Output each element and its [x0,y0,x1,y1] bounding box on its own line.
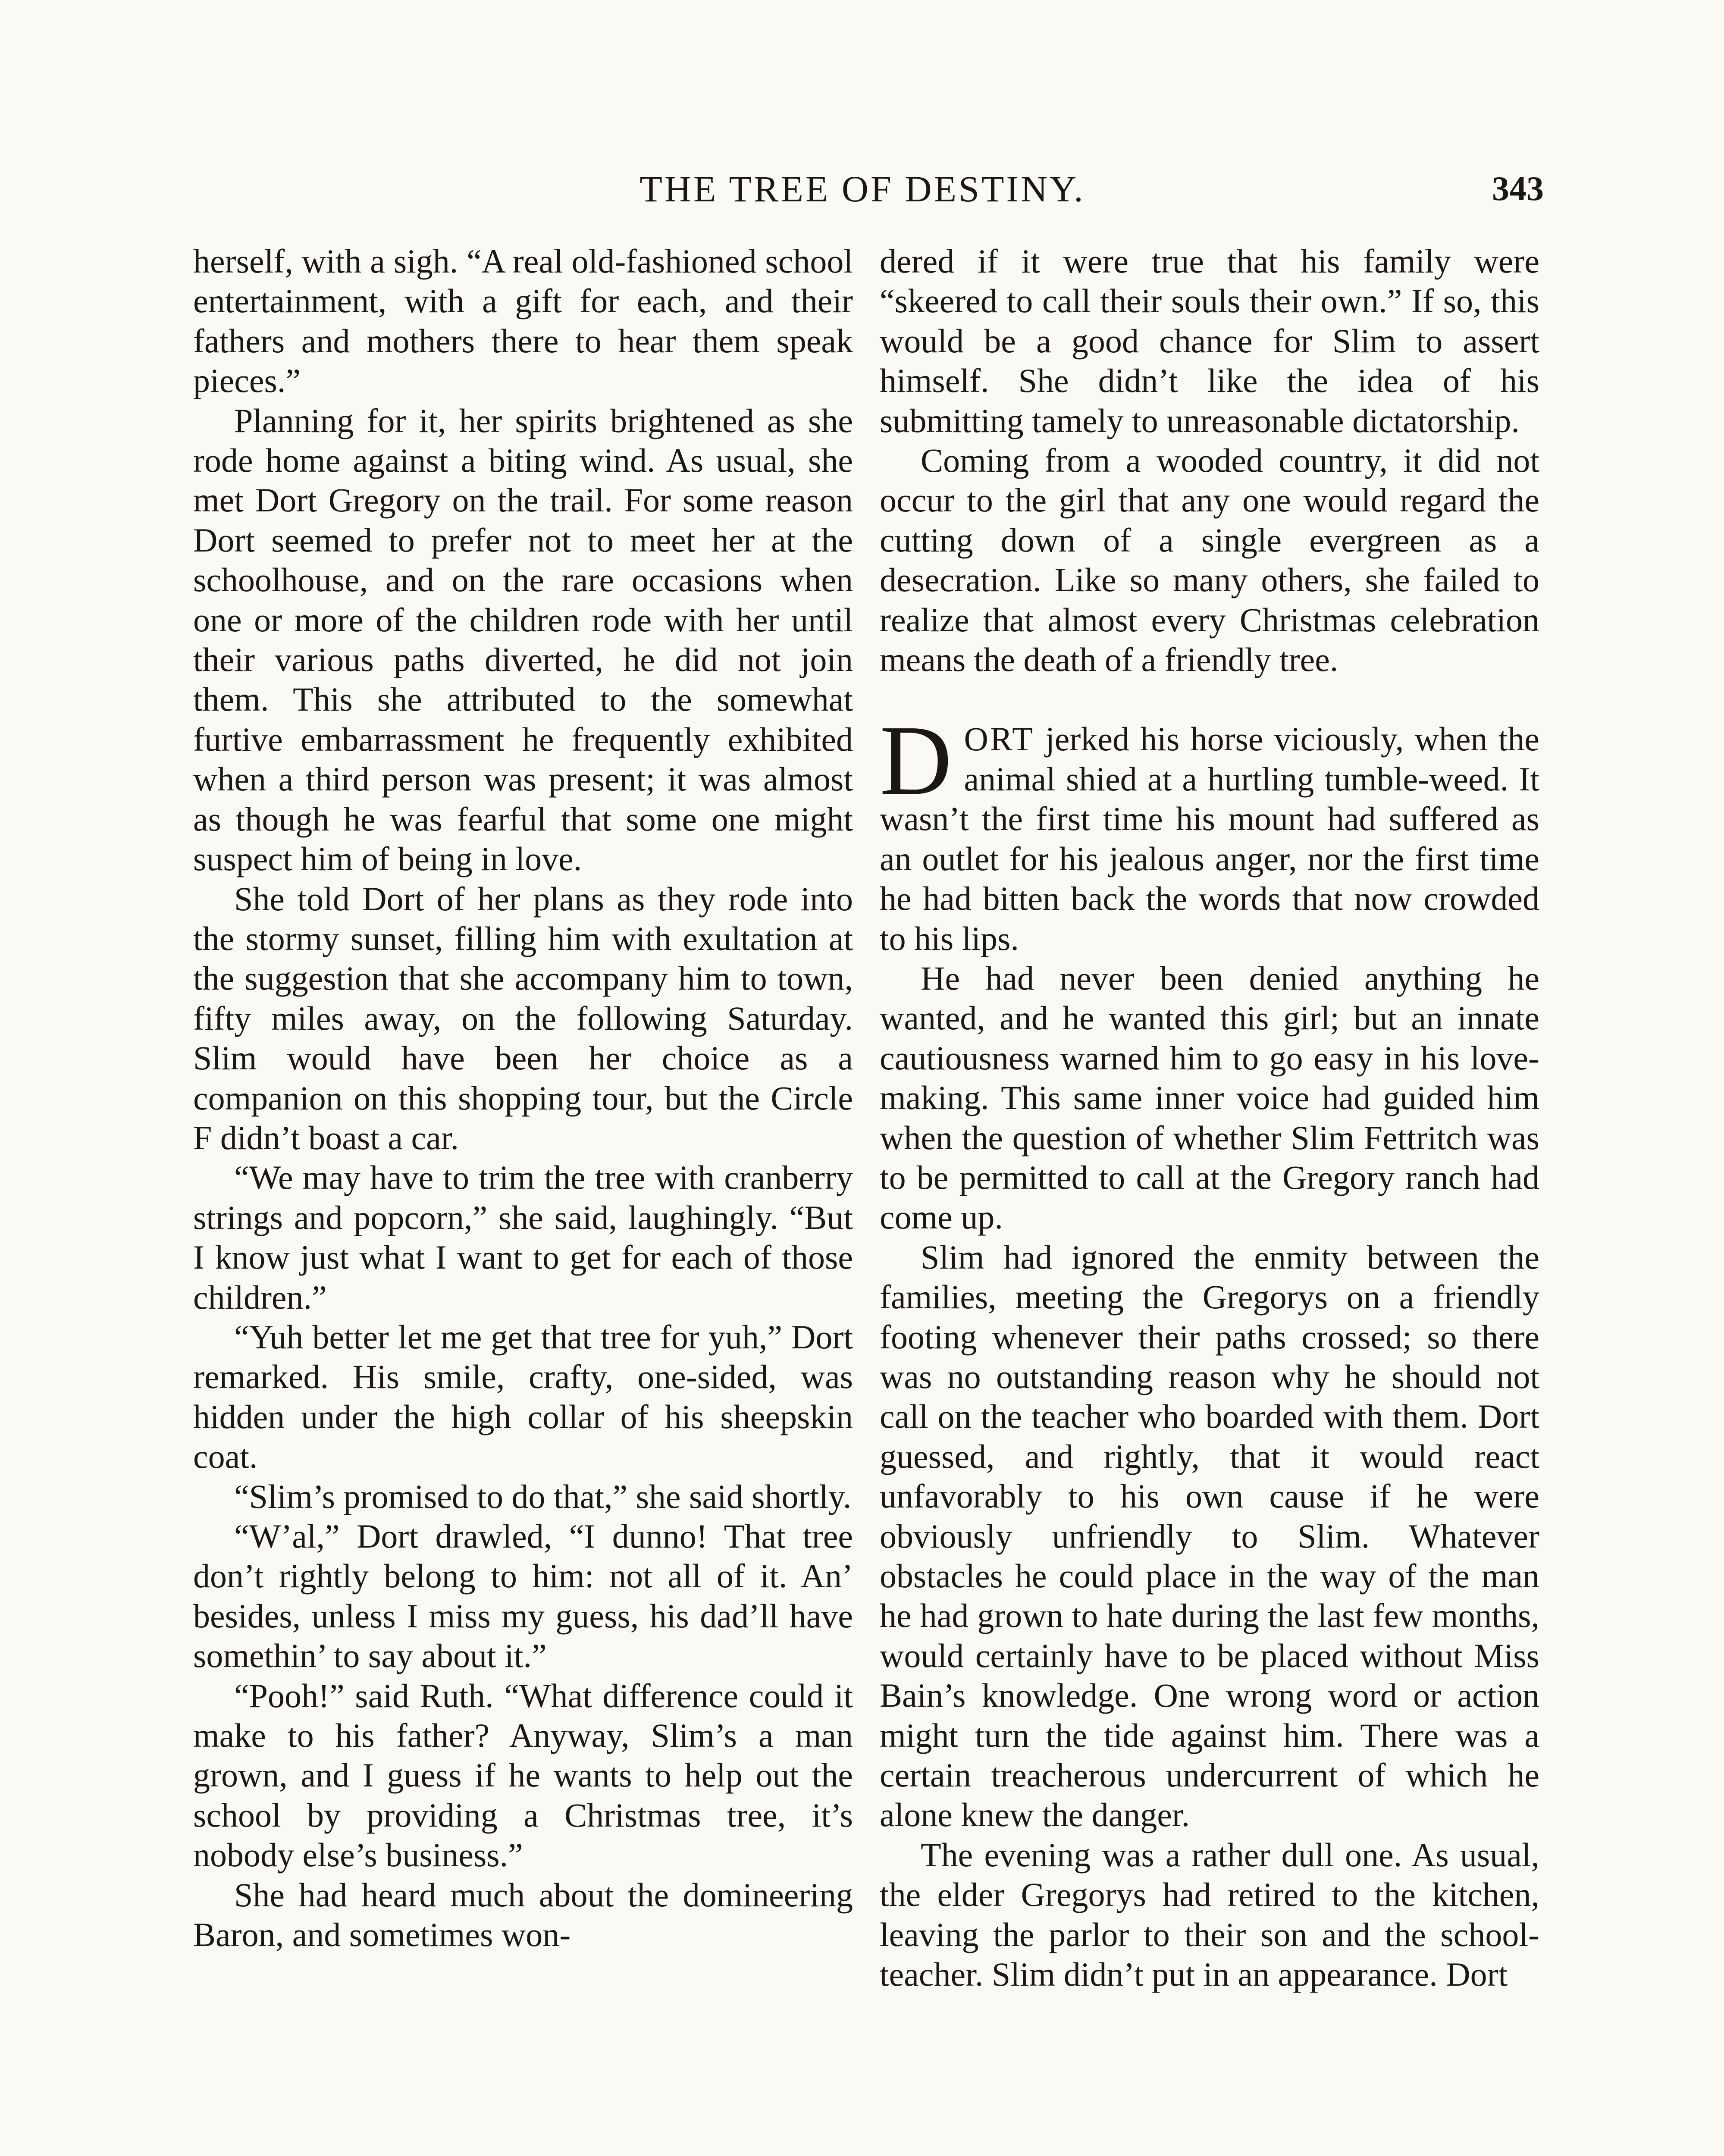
paragraph: “W’al,” Dort drawled, “I dunno! That tree don’t rightly belong to him: not all of it. An’ besides, unless I miss my guess, his dad’ll have somethin’ to say about it.” [193,1517,853,1675]
paragraph: Coming from a wooded country, it did not occur to the girl that any one would regard the cutting down of a single evergreen as a desecration. Like so many others, she failed to realize that almost every Christmas celebration means the death of a friendly tree. [880,442,1539,679]
right-column [880,241,1539,1994]
drop-cap-lead: ORT [964,720,1034,758]
paragraph: The evening was a rather dull one. As usual, the elder Gregorys had retired to the kitchen, leaving the parlor to their son and the school-teacher. Slim didn’t put in an appearance. Dort [880,1836,1539,1993]
paragraph: Slim had ignored the enmity between the families, meeting the Gregorys on a friendly footing whenever their paths crossed; so there was no outstanding reason why he should not call on the teacher who boarded with them. Dort guessed, and rightly, that it would react unfavorably to his own cause if he were obviously unfriendly to Slim. Whatever obstacles he could place in the way of the man he had grown to hate during the last few months, would certainly have to be placed without Miss Bain’s knowledge. One wrong word or action might turn the tide against him. There was a certain treacherous undercurrent of which he alone knew the danger. [880,1238,1539,1834]
paragraph: “We may have to trim the tree with cranberry strings and popcorn,” she said, laughingly. “But I know just what I want to get for each of those children.” [193,1159,853,1316]
paragraph: “Slim’s promised to do that,” she said shortly. [234,1477,852,1515]
paragraph: “Yuh better let me get that tree for yuh,” Dort remarked. His smile, crafty, one-sided, was hidden under the high collar of his sheepskin coat. [193,1318,853,1476]
section-opening-text: jerked his horse viciously, when the animal shied at a hurtling tumble-weed. It wasn’t the first time his mount had suffered as an outlet for his jealous anger, nor the first time he had bitten back the words that now crowded to his lips. [880,720,1539,957]
section-opening-paragraph [880,705,1539,958]
section-break [880,680,1539,719]
drop-cap: D [880,705,952,816]
paragraph: He had never been denied anything he wanted, and he wanted this girl; but an innate cautiousness warned him to go easy in his love-making. This same inner voice had guided him when the question of whether Slim Fettritch was to be permitted to call at the Gregory ranch had come up. [880,959,1539,1236]
paragraph: Planning for it, her spirits brightened as she rode home against a biting wind. As usual, she met Dort Gregory on the trail. For some reason Dort seemed to prefer not to meet her at the schoolhouse, and on the rare occasions when one or more of the children rode with her until their various paths diverted, he did not join them. This she attributed to the somewhat furtive embarrassment he frequently exhibited when a third person was present; it was almost as though he was fearful that some one might suspect him of being in love. [193,401,853,878]
paragraph: “Pooh!” said Ruth. “What difference could it make to his father? Anyway, Slim’s a man grown, and I guess if he wants to help out the school by providing a Christmas tree, it’s nobody else’s business.” [193,1677,853,1874]
paragraph: herself, with a sigh. “A real old-fashioned school entertainment, with a gift for each, and their fathers and mothers there to hear them speak pieces.” [193,242,853,400]
left-column [193,241,853,1955]
running-head [181,163,1544,215]
paragraph: She told Dort of her plans as they rode into the stormy sunset, filling him with exultation at the suggestion that she accompany him to town, fifty miles away, on the following Saturday. Slim would have been her choice as a companion on this shopping tour, but the Circle F didn’t boast a car. [193,880,853,1156]
paragraph: dered if it were true that his family were “skeered to call their souls their own.” If so, this would be a good chance for Slim to assert himself. She didn’t like the idea of his submitting tamely to unreasonable dictatorship. [880,242,1539,439]
page-number: 343 [1492,170,1544,208]
paragraph: She had heard much about the domineering Baron, and sometimes won- [193,1876,853,1954]
running-title: THE TREE OF DESTINY. [639,168,1085,210]
